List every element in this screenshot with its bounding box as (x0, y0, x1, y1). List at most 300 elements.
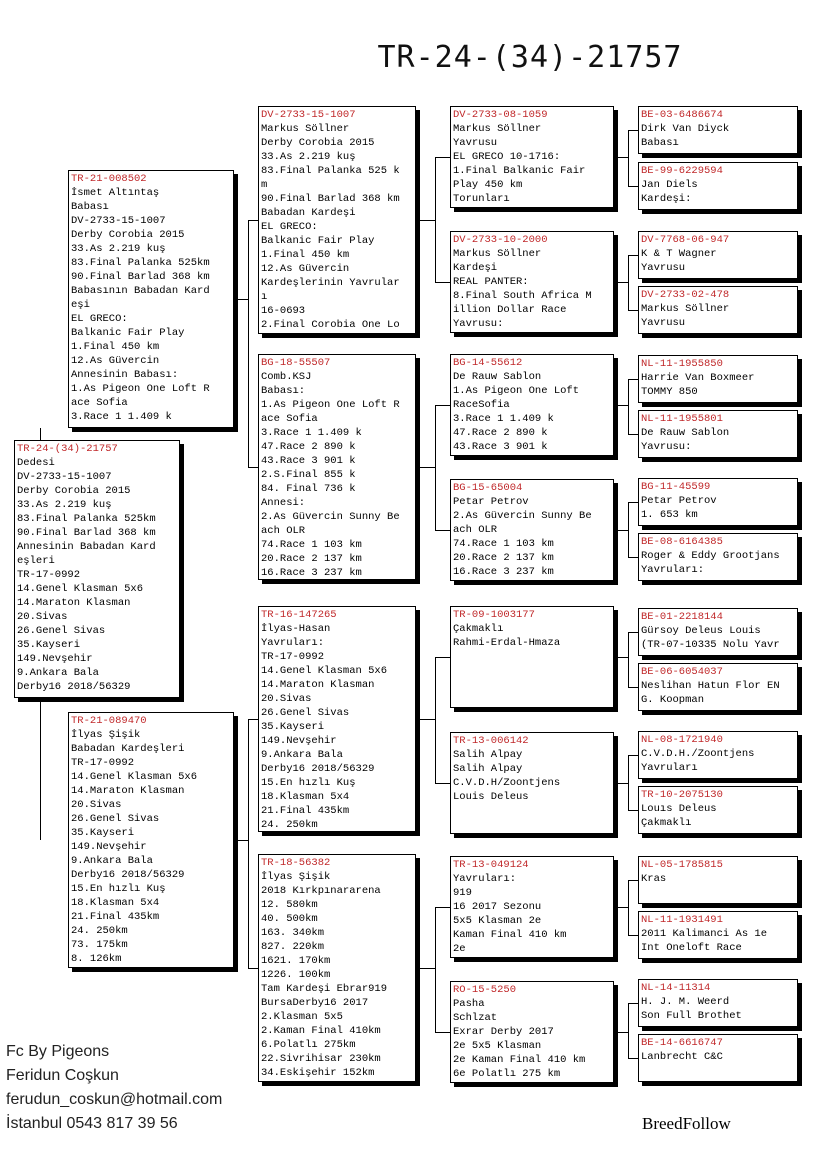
pedigree-line: Yavruları: (261, 637, 325, 649)
pedigree-line: 47.Race 2 890 k (261, 441, 356, 453)
pedigree-line: Louıs Deleus (641, 803, 717, 815)
connector-line (435, 657, 450, 658)
pedigree-line: Yavrusu (453, 137, 498, 149)
ring-number: TR-21-089470 (71, 715, 147, 727)
connector-line (628, 687, 638, 688)
pedigree-line: TOMMY 850 (641, 386, 698, 398)
pedigree-line: 6.Polatlı 275km (261, 1039, 356, 1051)
pedigree-line: Comb.KSJ (261, 371, 312, 383)
pedigree-line: ı (261, 291, 268, 303)
pedigree-line: Yavruları: (453, 873, 517, 885)
ring-number: TR-18-56382 (261, 857, 331, 869)
pedigree-line: 16.Race 3 237 km (453, 566, 554, 578)
pedigree-box-ddd (450, 981, 614, 1083)
ring-number: TR-24-(34)-21757 (17, 443, 118, 455)
pedigree-line: 2e 5x5 Klasman (453, 1040, 542, 1052)
connector-line (248, 719, 249, 968)
pedigree-line: Çakmaklı (641, 817, 692, 829)
pedigree-line: Dirk Van Diyck (641, 123, 730, 135)
connector-line (238, 840, 248, 841)
pedigree-line: G. Koopman (641, 694, 705, 706)
pedigree-line: 2.Klasman 5x5 (261, 1011, 343, 1023)
pedigree-line: 83.Final Palanka 525km (17, 513, 156, 525)
pedigree-line: 20.Sivas (71, 799, 122, 811)
ring-number: BG-14-55612 (453, 357, 523, 369)
pedigree-line: 40. 500km (261, 913, 318, 925)
ring-number: DV-2733-02-478 (641, 289, 730, 301)
pedigree-line: Derby16 2018/56329 (71, 869, 185, 881)
pedigree-line: Lanbrecht C&C (641, 1051, 723, 1063)
pedigree-line: 83.Final Palanka 525km (71, 257, 210, 269)
ring-number: BG-15-65004 (453, 482, 523, 494)
pedigree-line: 16.Race 3 237 km (261, 567, 362, 579)
pedigree-line: 35.Kayseri (261, 721, 325, 733)
pedigree-box-sds (450, 354, 614, 456)
pedigree-line: 26.Genel Sivas (261, 707, 350, 719)
pedigree-line: Babası (71, 201, 109, 213)
pedigree-box-g9 (638, 608, 798, 656)
ring-number: BE-03-6486674 (641, 109, 723, 121)
pedigree-line: 21.Final 435km (71, 911, 160, 923)
connector-line (248, 719, 258, 720)
pedigree-line: Gürsoy Deleus Louis (641, 625, 761, 637)
ring-number: DV-2733-08-1059 (453, 109, 548, 121)
ring-number: TR-16-147265 (261, 609, 337, 621)
ring-number: NL-05-1785815 (641, 859, 723, 871)
pedigree-line: 14.Genel Klasman 5x6 (261, 665, 388, 677)
pedigree-line: Kardeşlerinin Yavrular (261, 277, 400, 289)
pedigree-line: İlyas Şişik (261, 871, 331, 883)
pedigree-line: eşi (71, 299, 90, 311)
pedigree-line: 1621. 170km (261, 955, 331, 967)
pedigree-line: 47.Race 2 890 k (453, 427, 548, 439)
pedigree-box-dsd (450, 732, 614, 834)
pedigree-line: 2018 Kırkpınararena (261, 885, 381, 897)
pedigree-line: 5x5 Klasman 2e (453, 915, 542, 927)
pedigree-line: DV-2733-15-1007 (17, 471, 112, 483)
connector-line (40, 698, 41, 840)
pedigree-box-sss (450, 106, 614, 208)
pedigree-line: Neslihan Hatun Flor EN (641, 680, 780, 692)
connector-line (618, 657, 628, 658)
pedigree-line: 2.As Güvercin Sunny Be (261, 511, 400, 523)
ring-number: BE-14-6616747 (641, 1037, 723, 1049)
pedigree-line: Yavrusu (641, 262, 686, 274)
connector-line (628, 379, 629, 434)
pedigree-line: 3.Race 1 1.409 k (261, 427, 362, 439)
pedigree-line: C.V.D.H/Zoontjens (453, 777, 561, 789)
connector-line (618, 157, 628, 158)
connector-line (420, 220, 435, 221)
connector-line (435, 282, 450, 283)
pedigree-box-sd (258, 354, 416, 580)
pedigree-line: 26.Genel Sivas (71, 813, 160, 825)
pedigree-line: BursaDerby16 2017 (261, 997, 369, 1009)
pedigree-line: Çakmaklı (453, 623, 504, 635)
ring-number: BG-11-45599 (641, 481, 711, 493)
pedigree-line: ace Sofia (261, 413, 318, 425)
connector-line (628, 255, 638, 256)
pedigree-line: H. J. M. Weerd (641, 996, 730, 1008)
pedigree-line: 149.Nevşehir (261, 735, 337, 747)
pedigree-line: TR-17-0992 (17, 569, 81, 581)
pedigree-line: 33.As 2.219 kuş (71, 243, 166, 255)
pedigree-line: 1.Final Balkanic Fair (453, 165, 586, 177)
pedigree-line: 20.Sivas (17, 611, 68, 623)
pedigree-box-g14 (638, 911, 798, 959)
ring-number: TR-13-006142 (453, 735, 529, 747)
pedigree-line: (TR-07-10335 Nolu Yavr (641, 639, 780, 651)
pedigree-line: Pasha (453, 998, 485, 1010)
ring-number: TR-21-008502 (71, 173, 147, 185)
pedigree-line: 163. 340km (261, 927, 325, 939)
pedigree-line: İlyas Şişik (71, 729, 141, 741)
connector-line (628, 810, 638, 811)
connector-line (628, 379, 638, 380)
pedigree-line: Salih Alpay (453, 749, 523, 761)
pedigree-line: 14.Maraton Klasman (261, 679, 375, 691)
breeder-name: Feridun Coşkun (6, 1067, 119, 1084)
pedigree-line: 14.Genel Klasman 5x6 (17, 583, 144, 595)
ring-number: TR-09-1003177 (453, 609, 535, 621)
ring-number: NL-11-1931491 (641, 914, 723, 926)
pedigree-line: 827. 220km (261, 941, 325, 953)
pedigree-line: 2011 Kalimanci As 1e (641, 928, 768, 940)
pedigree-line: 90.Final Barlad 368 km (71, 271, 210, 283)
pedigree-line: ace Sofia (71, 397, 128, 409)
pedigree-line: 1.As Pigeon One Loft (453, 385, 580, 397)
pedigree-line: Derby Corobia 2015 (17, 485, 131, 497)
pedigree-line: Kardeşi (453, 262, 498, 274)
pedigree-line: Kardeşi: (641, 193, 692, 205)
pedigree-box-g3 (638, 231, 798, 279)
pedigree-box-g10 (638, 663, 798, 711)
pedigree-line: İsmet Altıntaş (71, 187, 160, 199)
connector-line (628, 130, 638, 131)
connector-line (628, 880, 638, 881)
pedigree-line: Annesinin Babası: (71, 369, 179, 381)
breeder-phone: İstanbul 0543 817 39 56 (6, 1115, 178, 1132)
pedigree-line: 9.Ankara Bala (71, 855, 153, 867)
connector-line (40, 428, 41, 440)
connector-line (435, 783, 450, 784)
pedigree-line: Balkanic Fair Play (261, 235, 375, 247)
pedigree-line: 35.Kayseri (71, 827, 135, 839)
pedigree-line: Babasının Babadan Kard (71, 285, 210, 297)
pedigree-line: 74.Race 1 103 km (261, 539, 362, 551)
pedigree-line: Yavrusu: (453, 318, 504, 330)
pedigree-line: Petar Petrov (453, 496, 529, 508)
pedigree-line: Babası (641, 137, 679, 149)
pedigree-box-sire (68, 170, 234, 428)
ring-number: NL-11-1955850 (641, 358, 723, 370)
pedigree-box-g13 (638, 856, 798, 904)
pedigree-box-g15 (638, 979, 798, 1027)
ring-number: NL-08-1721940 (641, 734, 723, 746)
breeder-email: ferudun_coskun@hotmail.com (6, 1091, 223, 1108)
connector-line (435, 1032, 450, 1033)
ring-number: BE-01-2218144 (641, 611, 723, 623)
pedigree-line: Kaman Final 410 km (453, 929, 567, 941)
pedigree-line: Schlzat (453, 1012, 498, 1024)
pedigree-line: Derby Corobia 2015 (261, 137, 375, 149)
pedigree-box-g2 (638, 162, 798, 210)
connector-line (628, 255, 629, 310)
pedigree-line: 2e (453, 943, 466, 955)
connector-line (435, 157, 436, 282)
pedigree-line: Son Full Brothet (641, 1010, 742, 1022)
pedigree-line: Yavruları (641, 762, 698, 774)
pedigree-line: 34.Eskişehir 152km (261, 1067, 375, 1079)
pedigree-line: 2.Final Corobia One Lo (261, 319, 400, 331)
pedigree-line: Play 450 km (453, 179, 523, 191)
pedigree-box-g11 (638, 731, 798, 779)
pedigree-line: 18.Klasman 5x4 (261, 791, 350, 803)
connector-line (420, 719, 435, 720)
pedigree-line: 14.Genel Klasman 5x6 (71, 771, 198, 783)
pedigree-line: 2.Kaman Final 410km (261, 1025, 381, 1037)
pedigree-line: 22.Sivrihisar 230km (261, 1053, 381, 1065)
ring-number: BE-99-6229594 (641, 165, 723, 177)
pedigree-line: 12. 580km (261, 899, 318, 911)
pedigree-line: 1.As Pigeon One Loft R (261, 399, 400, 411)
connector-line (628, 1003, 629, 1058)
connector-line (628, 502, 629, 557)
pedigree-title: TR-24-(34)-21757 (377, 40, 683, 75)
connector-line (628, 434, 638, 435)
pedigree-line: De Rauw Sablon (453, 371, 542, 383)
pedigree-line: 90.Final Barlad 368 km (17, 527, 156, 539)
pedigree-line: Derby Corobia 2015 (71, 229, 185, 241)
pedigree-line: RaceSofia (453, 399, 510, 411)
breeder-info (6, 1040, 222, 1136)
connector-line (628, 130, 629, 186)
pedigree-line: Louis Deleus (453, 791, 529, 803)
pedigree-line: 33.As 2.219 kuş (17, 499, 112, 511)
pedigree-line: 9.Ankara Bala (261, 749, 343, 761)
pedigree-line: Tam Kardeşi Ebrar919 (261, 983, 388, 995)
pedigree-line: İlyas-Hasan (261, 623, 331, 635)
connector-line (628, 632, 629, 687)
pedigree-line: 84. Final 736 k (261, 483, 356, 495)
pedigree-box-g8 (638, 533, 798, 581)
connector-line (435, 907, 436, 1032)
pedigree-line: ach OLR (261, 525, 306, 537)
pedigree-line: DV-2733-15-1007 (71, 215, 166, 227)
connector-line (618, 1032, 628, 1033)
pedigree-line: Yavrusu: (641, 441, 692, 453)
pedigree-box-ssd (450, 231, 614, 333)
pedigree-line: Annesi: (261, 497, 306, 509)
pedigree-line: TR-17-0992 (261, 651, 325, 663)
pedigree-line: EL GRECO: (261, 221, 318, 233)
pedigree-line: Markus Söllner (261, 123, 350, 135)
pedigree-line: 149.Nevşehir (17, 653, 93, 665)
pedigree-line: 20.Race 2 137 km (453, 552, 554, 564)
connector-line (628, 755, 629, 810)
connector-line (420, 467, 435, 468)
connector-line (248, 220, 258, 221)
pedigree-line: Dedesi (17, 457, 55, 469)
pedigree-line: Markus Söllner (453, 123, 542, 135)
pedigree-line: Int Oneloft Race (641, 942, 742, 954)
pedigree-line: 16-0693 (261, 305, 306, 317)
connector-line (435, 157, 450, 158)
connector-line (618, 530, 628, 531)
pedigree-line: REAL PANTER: (453, 276, 529, 288)
pedigree-line: 35.Kayseri (17, 639, 81, 651)
pedigree-box-g7 (638, 478, 798, 526)
pedigree-line: De Rauw Sablon (641, 427, 730, 439)
pedigree-line: 16 2017 Sezonu (453, 901, 542, 913)
ring-number: TR-10-2075130 (641, 789, 723, 801)
pedigree-line: Annesinin Babadan Kard (17, 541, 156, 553)
pedigree-line: Derby16 2018/56329 (17, 681, 131, 693)
pedigree-line: 21.Final 435km (261, 805, 350, 817)
connector-line (248, 968, 258, 969)
pedigree-line: 14.Maraton Klasman (17, 597, 131, 609)
connector-line (618, 907, 628, 908)
pedigree-line: 8.Final South Africa M (453, 290, 592, 302)
pedigree-box-g6 (638, 410, 798, 458)
pedigree-line: 15.En hızlı Kuş (261, 777, 356, 789)
pedigree-line: 15.En hızlı Kuş (71, 883, 166, 895)
pedigree-line: 12.As Güvercin (71, 355, 160, 367)
pedigree-box-g4 (638, 286, 798, 334)
connector-line (628, 1003, 638, 1004)
ring-number: RO-15-5250 (453, 984, 517, 996)
connector-line (618, 282, 628, 283)
pedigree-line: EL GRECO: (71, 313, 128, 325)
connector-line (435, 405, 436, 530)
connector-line (628, 1058, 638, 1059)
connector-line (628, 557, 638, 558)
pedigree-box-sdd (450, 479, 614, 581)
connector-line (248, 467, 258, 468)
pedigree-line: 8. 126km (71, 953, 122, 965)
pedigree-box-dd (258, 854, 416, 1082)
pedigree-line: 24. 250km (261, 819, 318, 831)
pedigree-line: 3.Race 1 1.409 k (71, 411, 172, 423)
pedigree-line: 12.As Güvercin (261, 263, 350, 275)
connector-line (628, 755, 638, 756)
pedigree-box-g1 (638, 106, 798, 154)
pedigree-line: Babadan Kardeşleri (71, 743, 185, 755)
pedigree-line: Rahmi-Erdal-Hmaza (453, 637, 561, 649)
pedigree-line: EL GRECO 10-1716: (453, 151, 561, 163)
pedigree-line: 6e Polatlı 275 km (453, 1068, 561, 1080)
connector-line (628, 880, 629, 935)
pedigree-line: Babası: (261, 385, 306, 397)
pedigree-line: 1226. 100km (261, 969, 331, 981)
pedigree-line: illion Dollar Race (453, 304, 567, 316)
pedigree-box-dam (68, 712, 234, 968)
connector-line (628, 632, 638, 633)
pedigree-line: 43.Race 3 901 k (261, 455, 356, 467)
ring-number: BG-18-55507 (261, 357, 331, 369)
connector-line (618, 405, 628, 406)
pedigree-line: 33.As 2.219 kuş (261, 151, 356, 163)
pedigree-line: Babadan Kardeşi (261, 207, 356, 219)
pedigree-box-subject (14, 440, 180, 698)
pedigree-line: 90.Final Barlad 368 km (261, 193, 400, 205)
pedigree-line: 24. 250km (71, 925, 128, 937)
ring-number: DV-2733-15-1007 (261, 109, 356, 121)
ring-number: DV-2733-10-2000 (453, 234, 548, 246)
connector-line (238, 299, 248, 300)
ring-number: DV-7768-06-947 (641, 234, 730, 246)
pedigree-line: 149.Nevşehir (71, 841, 147, 853)
pedigree-box-g16 (638, 1034, 798, 1082)
pedigree-line: 1.Final 450 km (261, 249, 350, 261)
connector-line (435, 530, 450, 531)
pedigree-line: 83.Final Palanka 525 k (261, 165, 400, 177)
pedigree-line: 43.Race 3 901 k (453, 441, 548, 453)
pedigree-line: Salih Alpay (453, 763, 523, 775)
pedigree-line: Derby16 2018/56329 (261, 763, 375, 775)
pedigree-line: 20.Race 2 137 km (261, 553, 362, 565)
pedigree-line: eşleri (17, 555, 55, 567)
pedigree-box-ss (258, 106, 416, 334)
pedigree-line: 2e Kaman Final 410 km (453, 1054, 586, 1066)
connector-line (435, 907, 450, 908)
connector-line (628, 502, 638, 503)
pedigree-line: 20.Sivas (261, 693, 312, 705)
ring-number: NL-14-11314 (641, 982, 711, 994)
connector-line (248, 220, 249, 467)
ring-number: BE-06-6054037 (641, 666, 723, 678)
pedigree-line: Roger & Eddy Grootjans (641, 550, 780, 562)
pedigree-line: 1. 653 km (641, 509, 698, 521)
pedigree-line: Torunları (453, 193, 510, 205)
pedigree-box-dss (450, 606, 614, 708)
connector-line (628, 310, 638, 311)
connector-line (435, 657, 436, 783)
pedigree-line: Yavrusu (641, 317, 686, 329)
pedigree-line: 3.Race 1 1.409 k (453, 413, 554, 425)
connector-line (618, 783, 628, 784)
pedigree-line: 2.As Güvercin Sunny Be (453, 510, 592, 522)
pedigree-line: Markus Söllner (453, 248, 542, 260)
ring-number: TR-13-049124 (453, 859, 529, 871)
pedigree-box-g12 (638, 786, 798, 834)
pedigree-line: Kras (641, 873, 667, 885)
pedigree-line: 26.Genel Sivas (17, 625, 106, 637)
pedigree-line: 2.S.Final 855 k (261, 469, 356, 481)
pedigree-line: 1.As Pigeon One Loft R (71, 383, 210, 395)
pedigree-line: Balkanic Fair Play (71, 327, 185, 339)
pedigree-line: 1.Final 450 km (71, 341, 160, 353)
pedigree-line: 14.Maraton Klasman (71, 785, 185, 797)
pedigree-line: Jan Diels (641, 179, 698, 191)
pedigree-line: Harrie Van Boxmeer (641, 372, 755, 384)
brand-logo-text: BreedFollow (642, 1114, 731, 1133)
pedigree-line: Markus Söllner (641, 303, 730, 315)
pedigree-line: 919 (453, 887, 472, 899)
connector-line (435, 405, 450, 406)
pedigree-line: Petar Petrov (641, 495, 717, 507)
pedigree-line: 9.Ankara Bala (17, 667, 99, 679)
pedigree-line: 73. 175km (71, 939, 128, 951)
pedigree-box-dds (450, 856, 614, 958)
connector-line (628, 935, 638, 936)
pedigree-line: Exrar Derby 2017 (453, 1026, 554, 1038)
pedigree-line: ach OLR (453, 524, 498, 536)
ring-number: BE-08-6164385 (641, 536, 723, 548)
pedigree-line: 18.Klasman 5x4 (71, 897, 160, 909)
ring-number: NL-11-1955801 (641, 413, 723, 425)
connector-line (420, 968, 435, 969)
